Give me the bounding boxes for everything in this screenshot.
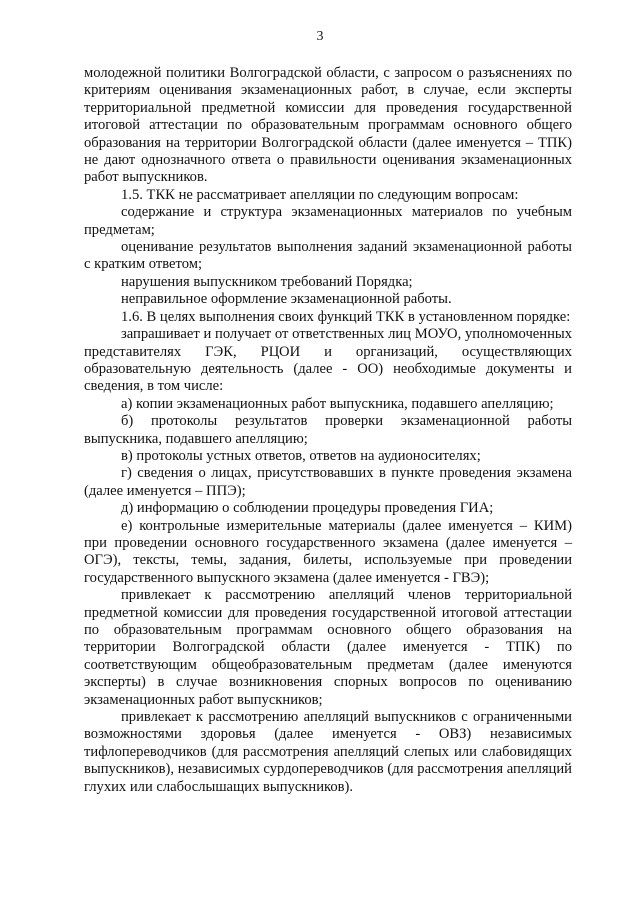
document-body bbox=[84, 65, 572, 796]
paragraph: оценивание результатов выполнения заданий экзаменационной работы с кратким ответом; bbox=[84, 239, 572, 273]
paragraph: молодежной политики Волгоградской области, с запросом о разъяснениях по критериям оценивания экзаменационных работ, в случае, если эксперты территориальной предметной комиссии для проведения государственной итоговой аттестации по образовательным программам основного общего образования на территории Волгоградской области (далее именуется – ТПК) не дают однозначного ответа о правильности оценивания экзаменационных работ выпускников. bbox=[84, 65, 572, 186]
list-item: а) копии экзаменационных работ выпускника, подавшего апелляцию; bbox=[121, 395, 554, 412]
list-item: б) протоколы результатов проверки экзаменационной работы выпускника, подавшего апелляцию; bbox=[84, 413, 572, 447]
list-item: е) контрольные измерительные материалы (далее именуется – КИМ) при проведении основного государственного экзамена (далее именуется – ОГЭ), тексты, темы, задания, билеты, используемые при проведении государственного выпускного экзамена (далее именуется - ГВЭ); bbox=[84, 517, 572, 586]
paragraph: содержание и структура экзаменационных материалов по учебным предметам; bbox=[84, 204, 572, 238]
paragraph: 1.5. ТКК не рассматривает апелляции по следующим вопросам: bbox=[121, 186, 519, 203]
list-item: д) информацию о соблюдении процедуры проведения ГИА; bbox=[121, 500, 494, 517]
list-item: в) протоколы устных ответов, ответов на аудионосителях; bbox=[121, 447, 481, 464]
paragraph: нарушения выпускником требований Порядка; bbox=[121, 273, 413, 290]
paragraph: неправильное оформление экзаменационной работы. bbox=[121, 291, 452, 308]
paragraph: привлекает к рассмотрению апелляций выпускников с ограниченными возможностями здоровья (далее именуется - ОВЗ) независимых тифлопереводчиков (для рассмотрения апелляций слепых или слабовидящих выпускников), независимых сурдопереводчиков (для рассмотрения апелляций глухих или слабослышащих выпускников). bbox=[84, 709, 572, 795]
paragraph: 1.6. В целях выполнения своих функций ТКК в установленном порядке: bbox=[121, 308, 571, 325]
list-item: г) сведения о лицах, присутствовавших в пункте проведения экзамена (далее именуется – ППЭ); bbox=[84, 465, 572, 499]
page-number: 3 bbox=[316, 29, 324, 44]
paragraph: привлекает к рассмотрению апелляций членов территориальной предметной комиссии для проведения государственной итоговой аттестации по образовательным программам основного общего образования на территории Волгоградской области (далее именуется - ТПК) по соответствующим общеобразовательным предметам (далее именуются эксперты) в случае возникновения спорных вопросов по оцениванию экзаменационных работ выпускников; bbox=[84, 587, 572, 708]
paragraph: запрашивает и получает от ответственных лиц МОУО, уполномоченных представителях ГЭК, РЦОИ и организаций, осуществляющих образовательную деятельность (далее - ОО) необходимые документы и сведения, в том числе: bbox=[84, 326, 572, 395]
